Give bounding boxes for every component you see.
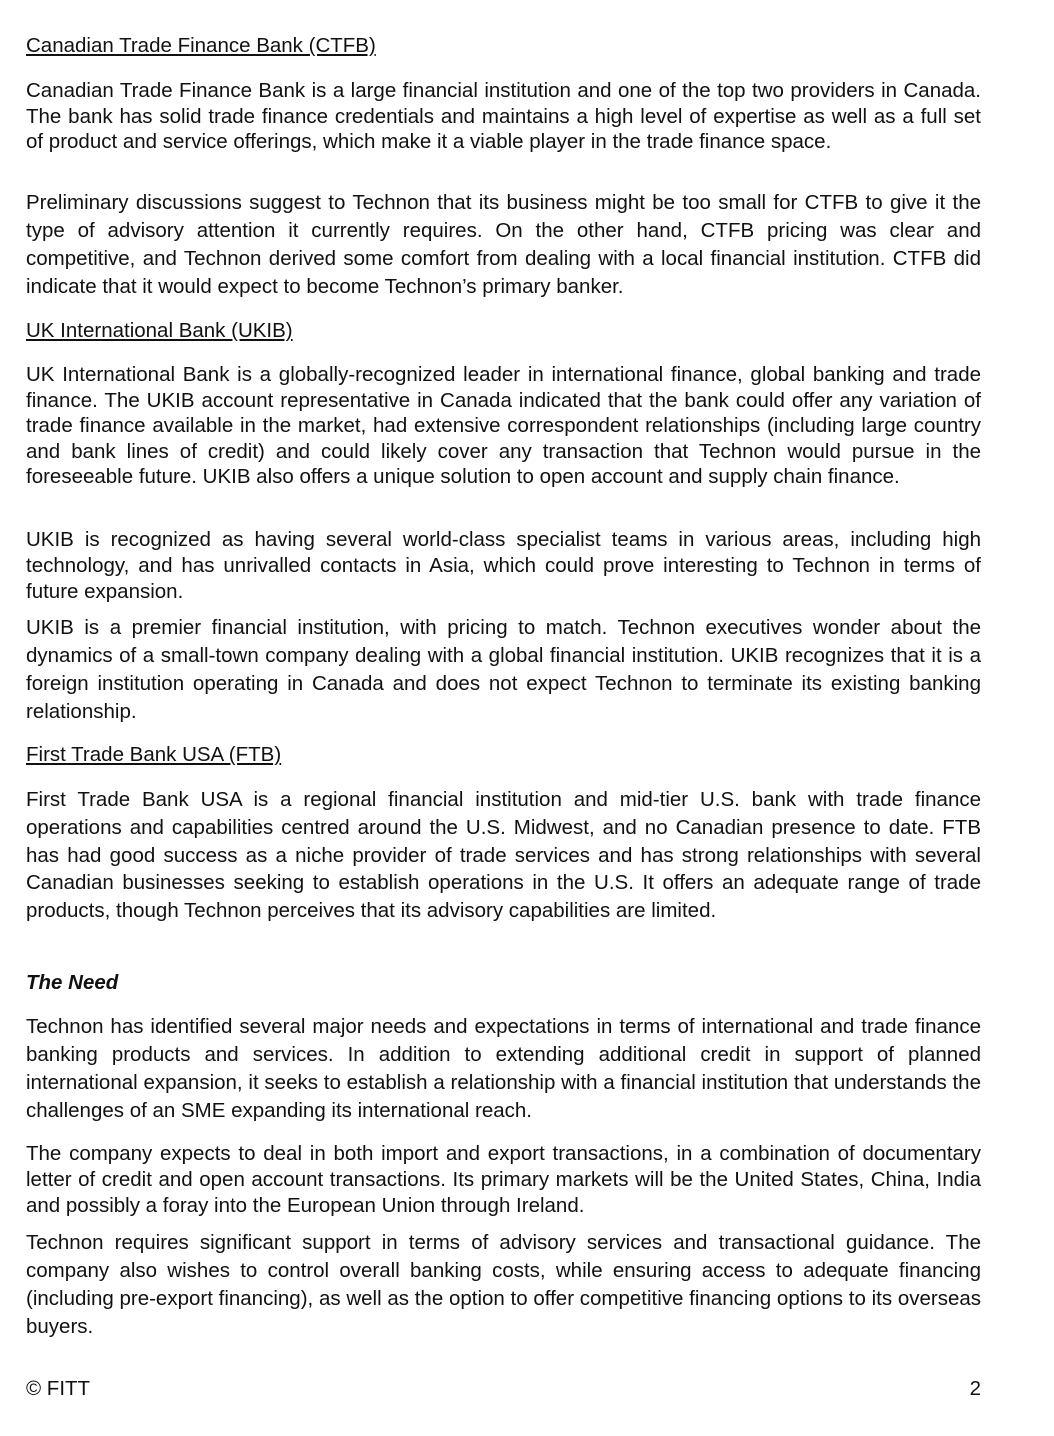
paragraph: UKIB is recognized as having several world-class specialist teams in various areas, including high technology, and has unrivalled contacts in Asia, which could prove interesting to Technon in terms of future expansion. [26, 528, 981, 603]
paragraph: Technon requires significant support in terms of advisory services and transactional guidance. The company also wishes to control overall banking costs, while ensuring access to adequate financing (including pre-export financing), as well as the option to offer competitive financing options to its overseas buyers. [26, 1231, 981, 1338]
paragraph: Technon has identified several major needs and expectations in terms of international and trade finance banking products and services. In addition to extending additional credit in support of planned international expansion, it seeks to establish a relationship with a financial institution that understands the challenges of an SME expanding its international reach. [26, 1015, 981, 1122]
paragraph: UK International Bank is a globally-recognized leader in international finance, global banking and trade finance. The UKIB account representative in Canada indicated that the bank could offer any variation of trade finance available in the market, had extensive correspondent relationships (including large country and bank lines of credit) and could likely cover any transaction that Technon would pursue in the foreseeable future. UKIB also offers a unique solution to open account and supply chain finance. [26, 363, 981, 489]
paragraph: First Trade Bank USA is a regional financial institution and mid-tier U.S. bank with trade finance operations and capabilities centred around the U.S. Midwest, and no Canadian presence to date. FTB has had good success as a niche provider of trade services and has strong relationships with several Canadian businesses seeking to establish operations in the U.S. It offers an adequate range of trade products, though Technon perceives that its advisory capabilities are limited. [26, 788, 981, 923]
section-heading-ukib: UK International Bank (UKIB) [26, 319, 293, 342]
page-number: 2 [969, 1377, 981, 1400]
section-heading-ctfb: Canadian Trade Finance Bank (CTFB) [26, 34, 376, 57]
paragraph: The company expects to deal in both import and export transactions, in a combination of documentary letter of credit and open account transactions. Its primary markets will be the United States, China, India and possibly a foray into the European Union through Ireland. [26, 1142, 981, 1217]
paragraph: UKIB is a premier financial institution, with pricing to match. Technon executives wonder about the dynamics of a small-town company dealing with a global financial institution. UKIB recognizes that it is a foreign institution operating in Canada and does not expect Technon to terminate its existing banking relationship. [26, 616, 981, 723]
paragraph: Canadian Trade Finance Bank is a large financial institution and one of the top two providers in Canada. The bank has solid trade finance credentials and maintains a high level of expertise as well as a full set of product and service offerings, which make it a viable player in the trade finance space. [26, 79, 981, 153]
paragraph: Preliminary discussions suggest to Technon that its business might be too small for CTFB to give it the type of advisory attention it currently requires. On the other hand, CTFB pricing was clear and competitive, and Technon derived some comfort from dealing with a local financial institution. CTFB did indicate that it would expect to become Technon’s primary banker. [26, 191, 981, 298]
section-heading-ftb: First Trade Bank USA (FTB) [26, 743, 282, 766]
footer-copyright: © FITT [26, 1377, 91, 1400]
section-heading-the-need: The Need [26, 971, 119, 994]
